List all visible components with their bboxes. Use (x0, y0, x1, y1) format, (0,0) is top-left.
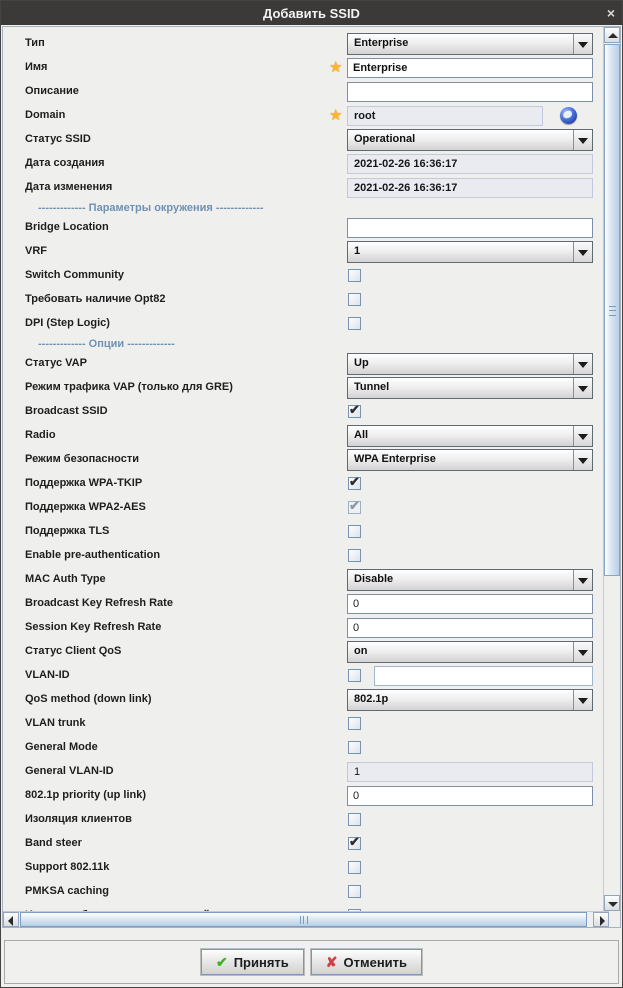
qos-method-down-link-combobox[interactable] (347, 689, 593, 711)
combobox-value: Operational (354, 133, 416, 145)
статус-ssid-combobox[interactable] (347, 129, 593, 151)
combobox-value: on (354, 645, 368, 657)
field-label: Статус Client QoS (25, 645, 122, 657)
field-column (347, 833, 593, 857)
имя-input[interactable] (347, 58, 593, 78)
dialog-titlebar (1, 1, 622, 25)
form-row (3, 521, 604, 545)
field-label: Radio (25, 429, 56, 441)
field-label: VLAN-ID (25, 669, 70, 681)
form-row (3, 33, 604, 57)
field-column (329, 57, 593, 81)
form-row (3, 665, 604, 689)
form-row (3, 785, 604, 809)
field-column (347, 665, 593, 689)
field-label: Bridge Location (25, 221, 109, 233)
field-column (347, 641, 593, 665)
chevron-down-icon[interactable] (573, 354, 592, 374)
field-column (347, 545, 593, 569)
cancel-button[interactable] (311, 949, 422, 975)
field-column (347, 33, 593, 57)
horizontal-scrollbar-thumb[interactable] (20, 912, 587, 927)
accept-button-label: Принять (233, 954, 289, 970)
form-row (3, 217, 604, 241)
требовать-наличие-opt82-checkbox[interactable] (348, 293, 361, 306)
field-label: Support 802.11k (25, 861, 110, 873)
field-label: Тип (25, 37, 45, 49)
field-column (347, 713, 593, 737)
switch-community-checkbox[interactable] (348, 269, 361, 282)
field-label: VRF (25, 245, 47, 257)
form-row (3, 401, 604, 425)
form-row (3, 449, 604, 473)
поддержка-wpa2-aes-checkbox (348, 498, 361, 514)
globe-icon[interactable] (560, 107, 577, 124)
domain-readonly-field: root (347, 106, 543, 126)
session-key-refresh-rate-input[interactable] (347, 618, 593, 638)
chevron-down-icon[interactable] (573, 34, 592, 54)
field-label: Изоляция клиентов (25, 813, 132, 825)
dialog-footer (4, 940, 619, 984)
cross-icon: ✘ (325, 954, 338, 970)
field-column (347, 737, 593, 761)
form-row (3, 377, 604, 401)
field-column (347, 289, 593, 313)
chevron-down-icon[interactable] (573, 570, 592, 590)
vrf-combobox[interactable] (347, 241, 593, 263)
field-column (347, 153, 593, 177)
поддержка-wpa-tkip-checkbox[interactable] (348, 474, 361, 490)
form-row (3, 105, 604, 129)
combobox-value: WPA Enterprise (354, 453, 436, 465)
arrow-left-icon (8, 916, 13, 926)
combobox-value: Enterprise (354, 37, 409, 49)
field-column (347, 473, 593, 497)
combobox-value: Tunnel (354, 381, 390, 393)
field-label: 802.1p priority (up link) (25, 789, 147, 801)
form-row (3, 241, 604, 265)
field-column (347, 129, 593, 153)
field-column (347, 177, 593, 201)
combobox-value: Up (354, 357, 369, 369)
field-column (347, 809, 593, 833)
изоляция-клиентов-checkbox[interactable] (348, 813, 361, 826)
form-row (3, 809, 604, 833)
required-star-icon: ★ (329, 59, 343, 76)
combobox-value: 802.1p (354, 693, 389, 705)
field-column (347, 857, 593, 881)
field-column (329, 105, 593, 129)
field-column (347, 521, 593, 545)
field-label: Domain (25, 109, 66, 121)
arrow-up-icon (608, 33, 618, 38)
field-column (347, 593, 593, 617)
chevron-down-icon[interactable] (573, 130, 592, 150)
field-label: Broadcast SSID (25, 405, 108, 417)
form-row (3, 545, 604, 569)
radio-combobox[interactable] (347, 425, 593, 447)
form-row (3, 689, 604, 713)
checkmark-icon: ✔ (349, 498, 360, 513)
section-separator (3, 201, 604, 217)
section-separator-label: ------------- Параметры окружения ------------- (38, 202, 264, 214)
field-column (347, 401, 593, 425)
form-row (3, 881, 604, 905)
form-row (3, 617, 604, 641)
field-label: Session Key Refresh Rate (25, 621, 162, 633)
cancel-button-label: Отменить (343, 954, 408, 970)
field-column (347, 313, 593, 337)
vertical-scrollbar-thumb[interactable] (604, 44, 620, 576)
статус-client-qos-combobox[interactable] (347, 641, 593, 663)
chevron-down-icon[interactable] (573, 642, 592, 662)
field-label: Поддержка WPA-TKIP (25, 477, 143, 489)
scroll-up-button[interactable] (604, 27, 620, 43)
режим-безопасности-combobox[interactable] (347, 449, 593, 471)
scroll-right-button[interactable] (593, 912, 609, 927)
form-row (3, 569, 604, 593)
checkmark-icon: ✔ (349, 402, 360, 417)
thumb-grip-icon (300, 916, 308, 924)
arrow-down-icon (608, 902, 618, 907)
дата-изменения-readonly-field: 2021-02-26 16:36:17 (347, 178, 593, 198)
field-column (347, 353, 593, 377)
thumb-grip-icon (609, 306, 616, 316)
accept-button[interactable] (201, 949, 304, 975)
form-row (3, 713, 604, 737)
chevron-down-icon[interactable] (573, 426, 592, 446)
field-column (347, 449, 593, 473)
chevron-down-icon[interactable] (573, 378, 592, 398)
scroll-down-button[interactable] (604, 895, 620, 911)
required-star-icon: ★ (329, 107, 343, 124)
field-label: MAC Auth Type (25, 573, 106, 585)
field-column (347, 81, 593, 105)
form-row (3, 81, 604, 105)
field-label: Режим трафика VAP (только для GRE) (25, 381, 233, 393)
vlan-id-input[interactable] (374, 666, 593, 686)
field-column (347, 425, 593, 449)
field-label: Band steer (25, 837, 82, 849)
режим-трафика-vap-только-для-gre-combobox[interactable] (347, 377, 593, 399)
field-label: Поддержка WPA2-AES (25, 501, 146, 513)
vertical-scrollbar[interactable] (603, 27, 620, 911)
дата-создания-readonly-field: 2021-02-26 16:36:17 (347, 154, 593, 174)
form-row (3, 265, 604, 289)
form-row (3, 129, 604, 153)
field-label: Требовать наличие Opt82 (25, 293, 166, 305)
field-label: Статус SSID (25, 133, 91, 145)
field-column (347, 497, 593, 521)
chevron-down-icon[interactable] (573, 450, 592, 470)
chevron-down-icon[interactable] (573, 690, 592, 710)
support-802-11k-checkbox[interactable] (348, 861, 361, 874)
field-label: Дата создания (25, 157, 105, 169)
form-row (3, 177, 604, 201)
поддержка-tls-checkbox[interactable] (348, 525, 361, 538)
form-row (3, 641, 604, 665)
field-label: VLAN trunk (25, 717, 86, 729)
field-label: QoS method (down link) (25, 693, 152, 705)
dpi-step-logic-checkbox[interactable] (348, 317, 361, 330)
field-column (347, 881, 593, 905)
arrow-right-icon (600, 916, 605, 926)
form-row (3, 313, 604, 337)
enable-pre-authentication-checkbox[interactable] (348, 549, 361, 562)
field-label: General Mode (25, 741, 98, 753)
horizontal-scrollbar[interactable] (3, 911, 609, 927)
field-label: Поддержка TLS (25, 525, 110, 537)
field-label: Режим безопасности (25, 453, 139, 465)
form-row (3, 353, 604, 377)
field-label: Дата изменения (25, 181, 113, 193)
vlan-id-checkbox[interactable] (348, 669, 361, 682)
описание-input[interactable] (347, 82, 593, 102)
field-label: PMKSA caching (25, 885, 109, 897)
section-separator (3, 337, 604, 353)
form-row (3, 57, 604, 81)
form-row (3, 289, 604, 313)
dialog-content (2, 26, 621, 928)
checkmark-icon: ✔ (349, 474, 360, 489)
field-label: Статус VAP (25, 357, 87, 369)
dialog-title: Добавить SSID (263, 5, 360, 21)
section-separator-label: ------------- Опции ------------- (38, 338, 175, 350)
general-vlan-id-readonly-field: 1 (347, 762, 593, 782)
field-label: Broadcast Key Refresh Rate (25, 597, 173, 609)
form-row (3, 833, 604, 857)
field-column (347, 785, 593, 809)
form-scroll-viewport (3, 27, 604, 911)
field-label: Switch Community (25, 269, 125, 281)
combobox-value: 1 (354, 245, 361, 257)
combobox-value: All (354, 429, 369, 441)
field-column (347, 569, 593, 593)
broadcast-key-refresh-rate-input[interactable] (347, 594, 593, 614)
field-column (347, 617, 593, 641)
field-label: Имя (25, 61, 48, 73)
form-row (3, 737, 604, 761)
field-label: General VLAN-ID (25, 765, 114, 777)
bridge-location-input[interactable] (347, 218, 593, 238)
field-label: Enable pre-authentication (25, 549, 161, 561)
form-row (3, 153, 604, 177)
chevron-down-icon[interactable] (573, 242, 592, 262)
scroll-left-button[interactable] (3, 912, 19, 927)
close-icon[interactable]: × (606, 5, 615, 21)
form-row (3, 761, 604, 785)
статус-vap-combobox[interactable] (347, 353, 593, 375)
pmksa-caching-checkbox[interactable] (348, 885, 361, 898)
form-row (3, 497, 604, 521)
field-label: DPI (Step Logic) (25, 317, 110, 329)
field-column (347, 241, 593, 265)
тип-combobox[interactable] (347, 33, 593, 55)
checkmark-icon: ✔ (349, 834, 360, 849)
general-mode-checkbox[interactable] (348, 741, 361, 754)
broadcast-ssid-checkbox[interactable] (348, 402, 361, 418)
band-steer-checkbox[interactable] (348, 834, 361, 850)
mac-auth-type-combobox[interactable] (347, 569, 593, 591)
field-column (347, 689, 593, 713)
form-row (3, 425, 604, 449)
field-column (347, 377, 593, 401)
combobox-value: Disable (354, 573, 394, 585)
form-row (3, 473, 604, 497)
field-label: Описание (25, 85, 79, 97)
field-column (347, 265, 593, 289)
field-column (347, 761, 593, 785)
vlan-trunk-checkbox[interactable] (348, 717, 361, 730)
check-icon: ✔ (215, 954, 228, 970)
field-column (347, 217, 593, 241)
form-row (3, 593, 604, 617)
form-row (3, 857, 604, 881)
802-1p-priority-up-link-input[interactable] (347, 786, 593, 806)
